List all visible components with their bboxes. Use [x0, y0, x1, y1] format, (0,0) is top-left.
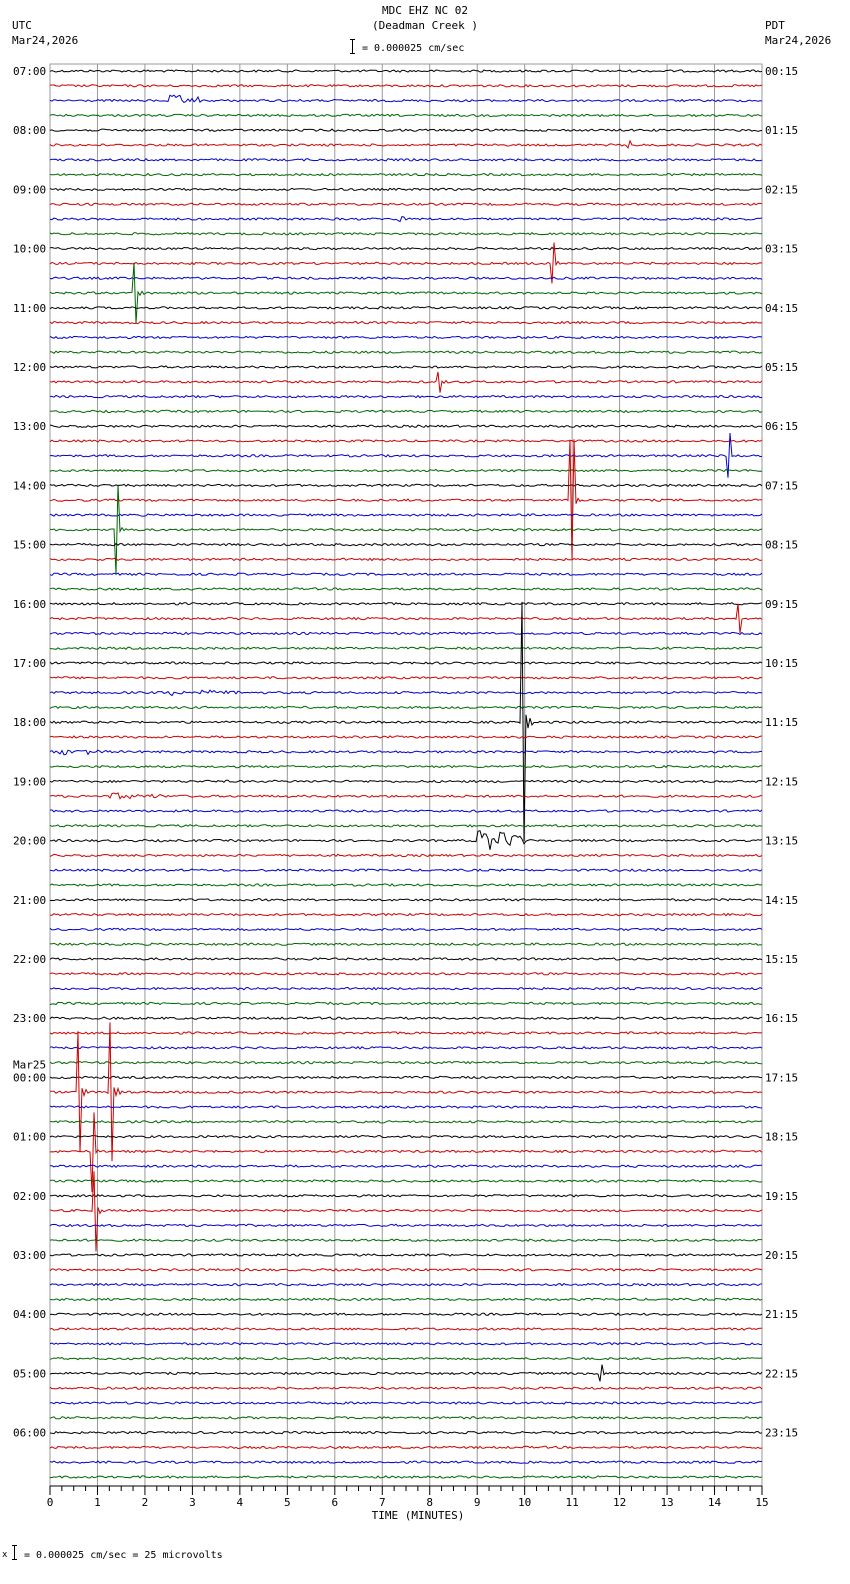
right-time-label: 10:15 [765, 657, 799, 670]
trace-line [50, 780, 762, 782]
trace-line [50, 277, 762, 279]
right-time-label: 21:15 [765, 1308, 799, 1322]
trace-line [50, 425, 762, 427]
plot-frame [50, 64, 762, 1486]
plot-grid [50, 64, 762, 1486]
right-time-label: 04:15 [765, 301, 799, 315]
right-time-label: 07:15 [765, 479, 799, 493]
trace-line [50, 973, 762, 975]
trace-line [50, 736, 762, 738]
trace-line [50, 677, 762, 679]
trace-line [50, 647, 762, 649]
trace-line [50, 632, 762, 634]
trace-line [50, 1047, 762, 1049]
x-tick-label: 13 [660, 1496, 674, 1509]
left-time-label: 19:00 [13, 775, 47, 789]
trace-line [50, 766, 762, 768]
left-time-label: 05:00 [13, 1367, 47, 1381]
trace-line [50, 439, 762, 559]
right-time-label: 02:15 [765, 183, 799, 197]
trace-line [50, 248, 762, 250]
left-time-label: 20:00 [13, 834, 47, 848]
right-time-label: 14:15 [765, 893, 799, 907]
trace-line [50, 602, 762, 841]
right-time-label: 16:15 [765, 1012, 799, 1026]
right-time-label: 09:15 [765, 597, 799, 611]
trace-line [50, 854, 762, 856]
left-time-label: 00:00 [13, 1071, 47, 1085]
trace-line [50, 440, 762, 442]
trace-line [50, 1032, 762, 1034]
left-date: Mar24,2026 [12, 34, 79, 47]
x-tick-label: 9 [473, 1496, 481, 1509]
trace-line [50, 188, 762, 190]
trace-line [50, 129, 762, 131]
trace-line [50, 1180, 762, 1182]
trace-line [50, 958, 762, 960]
left-time-label: 09:00 [13, 183, 47, 197]
trace-line [50, 1062, 762, 1064]
trace-line [50, 263, 762, 324]
trace-line [50, 174, 762, 176]
left-time-label: 13:00 [13, 420, 47, 434]
right-time-label: 18:15 [765, 1130, 799, 1144]
trace-line [50, 396, 762, 398]
trace-line [50, 603, 762, 605]
x-axis [47, 1486, 769, 1509]
trace-line [50, 869, 762, 871]
left-time-label: 11:00 [13, 301, 47, 315]
left-time-label: 21:00 [13, 893, 47, 907]
trace-line [50, 1195, 762, 1197]
trace-line [50, 914, 762, 916]
right-time-label: 00:15 [765, 65, 799, 78]
left-timezone: UTC [12, 19, 32, 32]
right-time-label: 11:15 [765, 716, 799, 730]
trace-line [50, 217, 762, 222]
left-time-label: 17:00 [13, 657, 47, 670]
trace-line [50, 203, 762, 205]
left-time-label: 16:00 [13, 597, 47, 611]
trace-line [50, 1076, 762, 1078]
trace-line [50, 70, 762, 72]
trace-line [50, 1476, 762, 1478]
trace-line [50, 1224, 762, 1226]
trace-line [50, 1106, 762, 1108]
x-tick-label: 0 [46, 1496, 54, 1509]
trace-line [50, 1239, 762, 1241]
trace-line [50, 1269, 762, 1271]
right-time-label: 01:15 [765, 124, 799, 138]
trace-line [50, 307, 762, 309]
trace-line [50, 558, 762, 560]
left-time-label: 06:00 [13, 1426, 47, 1440]
left-date-label: Mar25 [13, 1058, 47, 1072]
trace-line [50, 793, 762, 799]
trace-line [50, 1171, 762, 1251]
trace-line [50, 1446, 762, 1448]
trace-line [50, 351, 762, 353]
trace-line [50, 810, 762, 812]
trace-line [50, 1358, 762, 1360]
right-time-label: 03:15 [765, 242, 799, 256]
right-time-label: 19:15 [765, 1189, 799, 1203]
x-tick-label: 14 [707, 1496, 722, 1509]
right-time-label: 13:15 [765, 834, 799, 848]
trace-line [50, 1432, 762, 1434]
left-time-label: 10:00 [13, 242, 47, 256]
right-time-label: 23:15 [765, 1426, 799, 1440]
x-tick-label: 6 [331, 1496, 339, 1509]
left-time-label: 04:00 [13, 1308, 47, 1322]
trace-line [50, 514, 762, 516]
trace-line [50, 573, 762, 575]
trace-line [50, 1387, 762, 1389]
trace-line [50, 928, 762, 930]
left-time-label: 01:00 [13, 1130, 47, 1144]
x-tick-label: 11 [565, 1496, 579, 1509]
trace-line [50, 690, 762, 695]
trace-line [50, 1402, 762, 1404]
trace-line [50, 1461, 762, 1463]
trace-line [50, 484, 762, 486]
right-time-label: 15:15 [765, 953, 799, 966]
trace-line [50, 750, 762, 755]
x-tick-label: 3 [189, 1496, 196, 1509]
right-date: Mar24,2026 [765, 34, 832, 47]
footer-scale-text: = 0.000025 cm/sec = 25 microvolts [24, 1550, 223, 1561]
trace-line [50, 831, 762, 850]
trace-line [50, 1165, 762, 1167]
trace-line [50, 1017, 762, 1019]
x-tick-label: 15 [755, 1496, 769, 1509]
trace-line [50, 410, 762, 412]
right-time-label: 20:15 [765, 1249, 799, 1262]
left-time-label: 03:00 [13, 1249, 47, 1262]
x-tick-label: 4 [236, 1496, 244, 1509]
trace-line [50, 114, 762, 116]
left-time-label: 23:00 [13, 1012, 47, 1026]
trace-line [50, 366, 762, 368]
trace-group [50, 70, 762, 1478]
trace-line [50, 1002, 762, 1004]
trace-line [50, 662, 762, 664]
trace-line [50, 588, 762, 590]
trace-line [50, 1254, 762, 1256]
left-time-label: 18:00 [13, 716, 47, 730]
trace-line [50, 233, 762, 235]
x-tick-label: 5 [284, 1496, 291, 1509]
footer-marker: x [2, 1550, 8, 1560]
trace-line [50, 85, 762, 87]
right-time-label: 22:15 [765, 1367, 799, 1381]
right-time-label: 12:15 [765, 775, 799, 789]
right-time-label: 08:15 [765, 538, 799, 552]
left-time-label: 07:00 [13, 65, 47, 78]
trace-line [50, 159, 762, 161]
trace-line [50, 322, 762, 324]
trace-line [50, 1343, 762, 1345]
trace-line [50, 1022, 762, 1161]
trace-line [50, 544, 762, 546]
left-time-label: 02:00 [13, 1189, 47, 1203]
trace-line [50, 1365, 762, 1382]
trace-line [50, 485, 762, 575]
station-subtitle: (Deadman Creek ) [372, 19, 478, 32]
trace-line [50, 372, 762, 393]
x-tick-label: 12 [612, 1496, 627, 1509]
title: MDC EHZ NC 02 [381, 4, 469, 17]
trace-line [50, 1328, 762, 1330]
left-time-label: 15:00 [13, 538, 47, 552]
trace-line [50, 1284, 762, 1286]
right-time-label: 05:15 [765, 361, 799, 374]
trace-line [50, 336, 762, 338]
x-tick-label: 1 [94, 1496, 101, 1509]
trace-line [50, 95, 762, 102]
trace-line [50, 1313, 762, 1315]
trace-line [50, 943, 762, 945]
trace-line [50, 141, 762, 148]
trace-line [50, 1298, 762, 1300]
trace-line [50, 1417, 762, 1419]
x-tick-label: 7 [378, 1496, 386, 1509]
left-time-label: 22:00 [13, 953, 47, 966]
x-tick-label: 2 [141, 1496, 149, 1509]
x-tick-label: 8 [426, 1496, 434, 1509]
trace-line [50, 1112, 762, 1192]
x-tick-label: 10 [518, 1496, 532, 1509]
trace-line [50, 884, 762, 886]
trace-line [50, 1136, 762, 1138]
trace-line [50, 899, 762, 901]
trace-line [50, 1121, 762, 1123]
trace-line [50, 988, 762, 990]
right-time-label: 17:15 [765, 1071, 799, 1085]
left-time-label: 08:00 [13, 124, 47, 138]
trace-line [50, 470, 762, 472]
left-time-label: 14:00 [13, 479, 47, 493]
trace-line [50, 604, 762, 633]
header-scale-text: = 0.000025 cm/sec [362, 43, 465, 54]
trace-line [50, 825, 762, 827]
trace-line [50, 706, 762, 708]
left-time-label: 12:00 [13, 361, 47, 374]
right-time-label: 06:15 [765, 420, 799, 434]
x-axis-label: TIME (MINUTES) [371, 1509, 465, 1522]
right-timezone: PDT [765, 19, 785, 32]
